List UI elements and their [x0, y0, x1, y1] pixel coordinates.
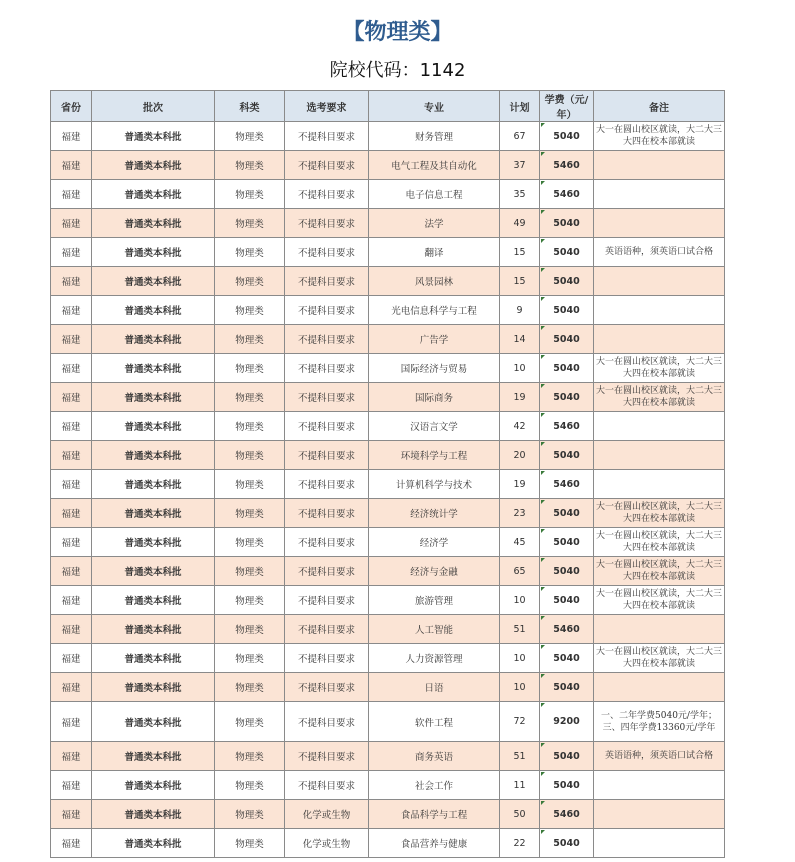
cell-batch: 普通类本科批: [92, 441, 215, 470]
cell-province: 福建: [51, 557, 92, 586]
cell-fee: 5040: [540, 441, 594, 470]
cell-batch: 普通类本科批: [92, 771, 215, 800]
cell-fee: 5040: [540, 771, 594, 800]
cell-category: 物理类: [215, 470, 285, 499]
cell-requirement: 不提科目要求: [285, 742, 369, 771]
cell-note: 大一在圆山校区就读，大二大三大四在校本部就读: [594, 122, 725, 151]
cell-major: 财务管理: [369, 122, 500, 151]
table-row: [51, 180, 725, 209]
cell-category: 物理类: [215, 742, 285, 771]
cell-fee: 5040: [540, 742, 594, 771]
cell-note: [594, 615, 725, 644]
cell-note: [594, 180, 725, 209]
cell-category: 物理类: [215, 644, 285, 673]
cell-province: 福建: [51, 441, 92, 470]
cell-requirement: 不提科目要求: [285, 325, 369, 354]
cell-note: [594, 209, 725, 238]
cell-note: 大一在圆山校区就读，大二大三大四在校本部就读: [594, 557, 725, 586]
cell-fee: 5460: [540, 151, 594, 180]
cell-province: 福建: [51, 586, 92, 615]
cell-batch: 普通类本科批: [92, 122, 215, 151]
cell-plan: 20: [500, 441, 540, 470]
cell-category: 物理类: [215, 586, 285, 615]
cell-category: 物理类: [215, 771, 285, 800]
cell-major: 软件工程: [369, 702, 500, 742]
cell-fee: 5040: [540, 557, 594, 586]
cell-batch: 普通类本科批: [92, 151, 215, 180]
cell-note: [594, 771, 725, 800]
cell-plan: 19: [500, 470, 540, 499]
cell-requirement: 不提科目要求: [285, 412, 369, 441]
cell-fee: 5040: [540, 325, 594, 354]
cell-province: 福建: [51, 771, 92, 800]
cell-batch: 普通类本科批: [92, 742, 215, 771]
table-row: [51, 499, 725, 528]
header-requirement: 选考要求: [285, 91, 369, 122]
cell-plan: 23: [500, 499, 540, 528]
cell-note: 英语语种，须英语口试合格: [594, 742, 725, 771]
cell-category: 物理类: [215, 151, 285, 180]
cell-province: 福建: [51, 673, 92, 702]
table-row: [51, 771, 725, 800]
cell-note: 大一在圆山校区就读，大二大三大四在校本部就读: [594, 586, 725, 615]
cell-province: 福建: [51, 151, 92, 180]
cell-fee: 5460: [540, 800, 594, 829]
table-row: [51, 267, 725, 296]
cell-batch: 普通类本科批: [92, 383, 215, 412]
cell-major: 日语: [369, 673, 500, 702]
cell-province: 福建: [51, 829, 92, 858]
cell-plan: 10: [500, 673, 540, 702]
cell-batch: 普通类本科批: [92, 800, 215, 829]
cell-category: 物理类: [215, 499, 285, 528]
table-row: [51, 383, 725, 412]
cell-plan: 35: [500, 180, 540, 209]
cell-requirement: 不提科目要求: [285, 702, 369, 742]
cell-major: 国际经济与贸易: [369, 354, 500, 383]
cell-plan: 10: [500, 644, 540, 673]
cell-requirement: 化学或生物: [285, 800, 369, 829]
admission-plan-table-wrap: [50, 90, 725, 858]
cell-requirement: 不提科目要求: [285, 122, 369, 151]
cell-province: 福建: [51, 615, 92, 644]
cell-plan: 72: [500, 702, 540, 742]
cell-major: 光电信息科学与工程: [369, 296, 500, 325]
table-row: [51, 528, 725, 557]
cell-batch: 普通类本科批: [92, 209, 215, 238]
table-row: [51, 470, 725, 499]
cell-category: 物理类: [215, 800, 285, 829]
table-row: [51, 644, 725, 673]
cell-category: 物理类: [215, 412, 285, 441]
cell-fee: 5460: [540, 180, 594, 209]
cell-requirement: 不提科目要求: [285, 673, 369, 702]
cell-major: 人力资源管理: [369, 644, 500, 673]
cell-note: 大一在圆山校区就读，大二大三大四在校本部就读: [594, 644, 725, 673]
cell-plan: 42: [500, 412, 540, 441]
cell-requirement: 不提科目要求: [285, 151, 369, 180]
cell-fee: 9200: [540, 702, 594, 742]
cell-fee: 5040: [540, 354, 594, 383]
cell-province: 福建: [51, 742, 92, 771]
table-header-row: [51, 91, 725, 122]
cell-plan: 10: [500, 354, 540, 383]
cell-major: 经济统计学: [369, 499, 500, 528]
cell-requirement: 不提科目要求: [285, 383, 369, 412]
cell-fee: 5040: [540, 499, 594, 528]
cell-note: 大一在圆山校区就读，大二大三大四在校本部就读: [594, 383, 725, 412]
cell-major: 环境科学与工程: [369, 441, 500, 470]
cell-fee: 5040: [540, 267, 594, 296]
cell-batch: 普通类本科批: [92, 238, 215, 267]
cell-plan: 11: [500, 771, 540, 800]
cell-plan: 22: [500, 829, 540, 858]
cell-note: [594, 325, 725, 354]
cell-batch: 普通类本科批: [92, 412, 215, 441]
cell-batch: 普通类本科批: [92, 267, 215, 296]
cell-requirement: 不提科目要求: [285, 180, 369, 209]
cell-batch: 普通类本科批: [92, 528, 215, 557]
cell-batch: 普通类本科批: [92, 180, 215, 209]
cell-major: 商务英语: [369, 742, 500, 771]
cell-note: [594, 267, 725, 296]
table-row: [51, 122, 725, 151]
table-row: [51, 325, 725, 354]
header-category: 科类: [215, 91, 285, 122]
cell-requirement: 不提科目要求: [285, 557, 369, 586]
cell-plan: 45: [500, 528, 540, 557]
cell-major: 风景园林: [369, 267, 500, 296]
table-row: [51, 441, 725, 470]
cell-major: 食品营养与健康: [369, 829, 500, 858]
cell-category: 物理类: [215, 615, 285, 644]
cell-requirement: 不提科目要求: [285, 470, 369, 499]
cell-category: 物理类: [215, 325, 285, 354]
table-row: [51, 412, 725, 441]
cell-province: 福建: [51, 354, 92, 383]
cell-fee: 5040: [540, 209, 594, 238]
cell-category: 物理类: [215, 528, 285, 557]
cell-province: 福建: [51, 412, 92, 441]
cell-category: 物理类: [215, 829, 285, 858]
cell-category: 物理类: [215, 354, 285, 383]
cell-requirement: 不提科目要求: [285, 586, 369, 615]
table-row: [51, 151, 725, 180]
cell-requirement: 不提科目要求: [285, 354, 369, 383]
cell-batch: 普通类本科批: [92, 829, 215, 858]
cell-batch: 普通类本科批: [92, 470, 215, 499]
cell-requirement: 不提科目要求: [285, 238, 369, 267]
cell-province: 福建: [51, 644, 92, 673]
school-code: 院校代码：1142: [329, 60, 466, 81]
cell-plan: 50: [500, 800, 540, 829]
cell-plan: 19: [500, 383, 540, 412]
cell-category: 物理类: [215, 296, 285, 325]
admission-plan-table: [50, 90, 725, 858]
table-row: [51, 800, 725, 829]
cell-fee: 5040: [540, 122, 594, 151]
table-row: [51, 586, 725, 615]
cell-note: [594, 800, 725, 829]
cell-category: 物理类: [215, 122, 285, 151]
cell-major: 经济与金融: [369, 557, 500, 586]
cell-note: [594, 441, 725, 470]
cell-batch: 普通类本科批: [92, 354, 215, 383]
cell-category: 物理类: [215, 267, 285, 296]
cell-major: 法学: [369, 209, 500, 238]
cell-fee: 5040: [540, 673, 594, 702]
cell-fee: 5040: [540, 528, 594, 557]
cell-plan: 9: [500, 296, 540, 325]
cell-category: 物理类: [215, 383, 285, 412]
cell-major: 社会工作: [369, 771, 500, 800]
cell-major: 电子信息工程: [369, 180, 500, 209]
cell-batch: 普通类本科批: [92, 615, 215, 644]
cell-note: 大一在圆山校区就读，大二大三大四在校本部就读: [594, 354, 725, 383]
table-row: [51, 557, 725, 586]
cell-province: 福建: [51, 383, 92, 412]
cell-category: 物理类: [215, 180, 285, 209]
table-row: [51, 296, 725, 325]
cell-fee: 5040: [540, 238, 594, 267]
cell-fee: 5040: [540, 586, 594, 615]
table-row: [51, 702, 725, 742]
cell-note: [594, 673, 725, 702]
cell-fee: 5460: [540, 470, 594, 499]
table-row: [51, 742, 725, 771]
cell-major: 电气工程及其自动化: [369, 151, 500, 180]
table-body: [51, 122, 725, 858]
table-row: [51, 615, 725, 644]
header-note: 备注: [594, 91, 725, 122]
cell-note: [594, 470, 725, 499]
cell-fee: 5040: [540, 644, 594, 673]
cell-fee: 5040: [540, 829, 594, 858]
cell-province: 福建: [51, 296, 92, 325]
cell-note: 英语语种，须英语口试合格: [594, 238, 725, 267]
cell-batch: 普通类本科批: [92, 296, 215, 325]
cell-category: 物理类: [215, 209, 285, 238]
header-province: 省份: [51, 91, 92, 122]
cell-batch: 普通类本科批: [92, 557, 215, 586]
cell-batch: 普通类本科批: [92, 644, 215, 673]
cell-plan: 51: [500, 615, 540, 644]
header-major: 专业: [369, 91, 500, 122]
cell-major: 翻译: [369, 238, 500, 267]
cell-plan: 37: [500, 151, 540, 180]
cell-requirement: 不提科目要求: [285, 267, 369, 296]
cell-plan: 15: [500, 238, 540, 267]
cell-province: 福建: [51, 325, 92, 354]
cell-note: 一、二年学费5040元/学年；三、四年学费13360元/学年: [594, 702, 725, 742]
cell-plan: 65: [500, 557, 540, 586]
cell-major: 国际商务: [369, 383, 500, 412]
cell-fee: 5040: [540, 383, 594, 412]
table-row: [51, 673, 725, 702]
table-row: [51, 829, 725, 858]
page-title: 【物理类】: [342, 20, 453, 45]
cell-category: 物理类: [215, 702, 285, 742]
cell-category: 物理类: [215, 238, 285, 267]
cell-plan: 14: [500, 325, 540, 354]
cell-requirement: 不提科目要求: [285, 615, 369, 644]
cell-fee: 5460: [540, 412, 594, 441]
cell-requirement: 不提科目要求: [285, 771, 369, 800]
cell-requirement: 不提科目要求: [285, 441, 369, 470]
cell-major: 广告学: [369, 325, 500, 354]
cell-requirement: 不提科目要求: [285, 528, 369, 557]
cell-note: 大一在圆山校区就读，大二大三大四在校本部就读: [594, 499, 725, 528]
cell-batch: 普通类本科批: [92, 702, 215, 742]
header-plan: 计划: [500, 91, 540, 122]
cell-province: 福建: [51, 702, 92, 742]
cell-province: 福建: [51, 267, 92, 296]
cell-major: 人工智能: [369, 615, 500, 644]
cell-requirement: 不提科目要求: [285, 296, 369, 325]
cell-requirement: 化学或生物: [285, 829, 369, 858]
cell-note: [594, 412, 725, 441]
table-row: [51, 354, 725, 383]
cell-plan: 10: [500, 586, 540, 615]
cell-province: 福建: [51, 180, 92, 209]
cell-fee: 5040: [540, 296, 594, 325]
cell-plan: 51: [500, 742, 540, 771]
cell-province: 福建: [51, 238, 92, 267]
cell-note: [594, 151, 725, 180]
cell-batch: 普通类本科批: [92, 586, 215, 615]
header-fee: 学费（元/年）: [540, 91, 594, 122]
header-batch: 批次: [92, 91, 215, 122]
cell-requirement: 不提科目要求: [285, 209, 369, 238]
cell-province: 福建: [51, 499, 92, 528]
cell-category: 物理类: [215, 557, 285, 586]
table-row: [51, 209, 725, 238]
cell-province: 福建: [51, 528, 92, 557]
cell-batch: 普通类本科批: [92, 325, 215, 354]
cell-category: 物理类: [215, 673, 285, 702]
cell-fee: 5460: [540, 615, 594, 644]
cell-note: [594, 829, 725, 858]
cell-batch: 普通类本科批: [92, 673, 215, 702]
cell-major: 旅游管理: [369, 586, 500, 615]
table-row: [51, 238, 725, 267]
cell-major: 经济学: [369, 528, 500, 557]
cell-province: 福建: [51, 122, 92, 151]
cell-province: 福建: [51, 209, 92, 238]
cell-requirement: 不提科目要求: [285, 499, 369, 528]
cell-province: 福建: [51, 470, 92, 499]
cell-requirement: 不提科目要求: [285, 644, 369, 673]
cell-plan: 67: [500, 122, 540, 151]
cell-province: 福建: [51, 800, 92, 829]
cell-note: [594, 296, 725, 325]
cell-major: 汉语言文学: [369, 412, 500, 441]
cell-major: 计算机科学与技术: [369, 470, 500, 499]
cell-note: 大一在圆山校区就读，大二大三大四在校本部就读: [594, 528, 725, 557]
cell-plan: 49: [500, 209, 540, 238]
cell-category: 物理类: [215, 441, 285, 470]
cell-plan: 15: [500, 267, 540, 296]
cell-batch: 普通类本科批: [92, 499, 215, 528]
cell-major: 食品科学与工程: [369, 800, 500, 829]
